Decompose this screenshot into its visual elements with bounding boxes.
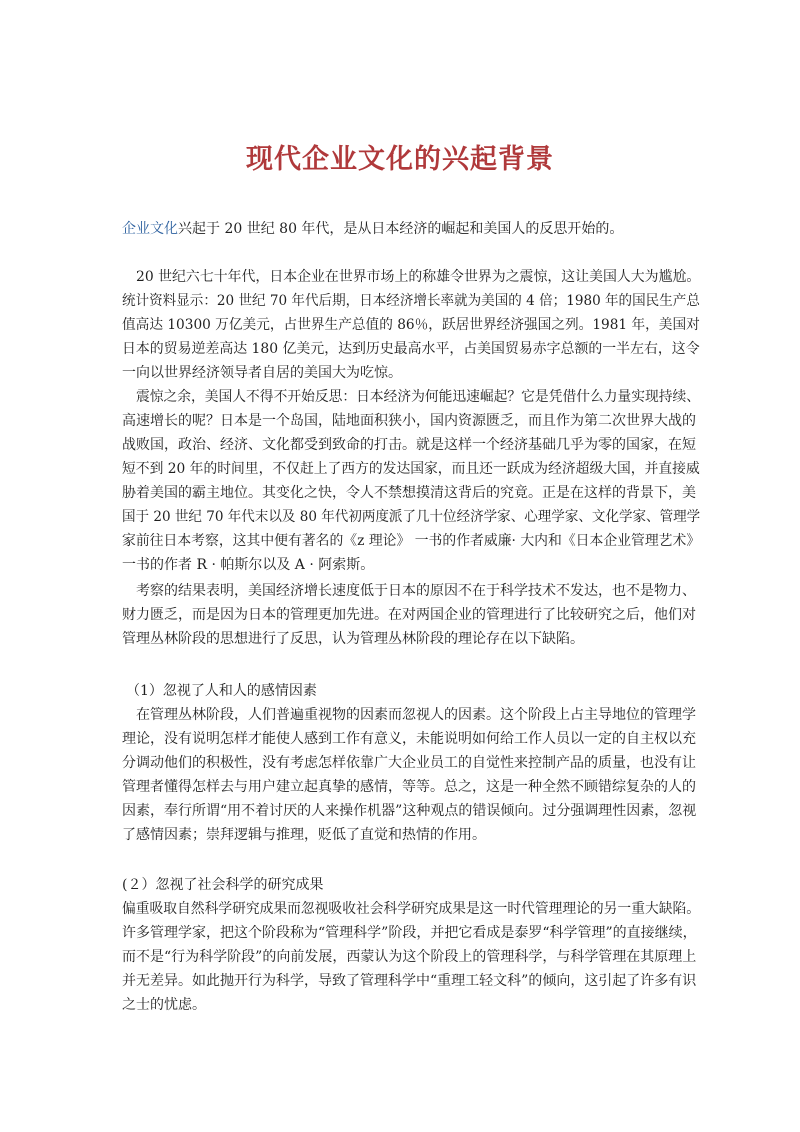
paragraph-1-line: 20 世纪六七十年代，日本企业在世界市场上的称雄令世界为之震惊，这让美国人大为尴尬。 <box>136 269 701 285</box>
paragraph-1-line: 日本的贸易逆差高达 180 亿美元，达到历史最高水平，占美国贸易赤字总额的一半左右，这令 <box>122 341 700 357</box>
paragraph-3-line: 考察的结果表明，美国经济增长速度低于日本的原因不在于科学技术不发达，也不是物力、 <box>136 583 696 599</box>
section-2-line: 许多管理学家，把这个阶段称为“管理科学”阶段，并把它看成是泰罗“科学管理”的直接继续， <box>122 925 697 941</box>
paragraph-2-line: 一书的作者 R · 帕斯尔以及 A · 阿索斯。 <box>122 557 375 573</box>
paragraph-2-line: 高速增长的呢？日本是一个岛国，陆地面积狭小，国内资源匮乏，而且作为第二次世界大战的 <box>122 413 696 429</box>
section-1-line: 了感情因素；崇拜逻辑与推理，贬低了直觉和热情的作用。 <box>122 827 486 843</box>
paragraph-3-line: 管理丛林阶段的思想进行了反思，认为管理丛林阶段的理论存在以下缺陷。 <box>122 631 584 647</box>
paragraph-2-line: 国于 20 世纪 70 年代末以及 80 年代初两度派了几十位经济学家、心理学家、文化学家、管理学 <box>122 509 701 525</box>
section-1-heading: （1）忽视了人和人的感情因素 <box>126 683 317 699</box>
section-1-line: 分调动他们的积极性，没有考虑怎样依靠广大企业员工的自觉性来控制产品的质量，也没有让 <box>122 755 696 771</box>
section-1-line: 管理者懂得怎样去与用户建立起真挚的感情，等等。总之，这是一种全然不顾错综复杂的人的 <box>122 779 696 795</box>
section-1-line: 理论，没有说明怎样才能使人感到工作有意义，未能说明如何给工作人员以一定的自主权以充 <box>122 731 696 747</box>
section-2-line: 之士的忧虑。 <box>122 997 206 1013</box>
paragraph-2-line: 震惊之余，美国人不得不开始反思：日本经济为何能迅速崛起？它是凭借什么力量实现持续、 <box>136 389 701 405</box>
section-2-line: 而不是“行为科学阶段”的向前发展，西蒙认为这个阶段上的管理科学，与科学管理在其原理上 <box>122 949 697 965</box>
paragraph-1-line: 一向以世界经济领导者自居的美国大为吃惊。 <box>122 365 402 381</box>
section-2-line: 偏重吸取自然科学研究成果而忽视吸收社会科学研究成果是这一时代管理理论的另一重大缺陷。 <box>122 901 701 917</box>
paragraph-3-line: 财力匮乏，而是因为日本的管理更加先进。在对两国企业的管理进行了比较研究之后，他们对 <box>122 607 696 623</box>
paragraph-2-line: 家前往日本考察，这其中便有著名的《z 理论》 一书的作者威廉· 大内和《日本企业管理艺术》 <box>122 533 701 549</box>
section-2-heading: (２）忽视了社会科学的研究成果 <box>122 877 324 893</box>
paragraph-1-line: 统计资料显示：20 世纪 70 年代后期，日本经济增长率就为美国的 4 倍；1980 年的国民生产总 <box>122 293 700 309</box>
section-1-line: 在管理丛林阶段，人们普遍重视物的因素而忽视人的因素。这个阶段上占主导地位的管理学 <box>136 707 696 723</box>
section-1-line: 因素，奉行所谓“用不着讨厌的人来操作机器”这种观点的错误倾向。过分强调理性因素，忽视 <box>122 803 697 819</box>
enterprise-culture-link[interactable]: 企业文化 <box>122 221 178 237</box>
paragraph-2-line: 战败国，政治、经济、文化都受到致命的打击。就是这样一个经济基础几乎为零的国家，在短 <box>122 437 696 453</box>
paragraph-2-line: 胁着美国的霸主地位。其变化之快，令人不禁想摸清这背后的究竟。正是在这样的背景下，美 <box>122 485 696 501</box>
intro-text: 兴起于 20 世纪 80 年代，是从日本经济的崛起和美国人的反思开始的。 <box>178 221 624 237</box>
section-2-line: 并无差异。如此抛开行为科学，导致了管理科学中“重理工轻文科”的倾向，这引起了许多有识 <box>122 973 697 989</box>
page-title: 现代企业文化的兴起背景 <box>246 144 554 175</box>
paragraph-1-line: 值高达 10300 万亿美元，占世界生产总值的 86％，跃居世界经济强国之列。1981 年，美国对 <box>122 317 700 333</box>
intro-line <box>122 218 623 240</box>
paragraph-2-line: 短不到 20 年的时间里，不仅赶上了西方的发达国家，而且还一跃成为经济超级大国，并直接威 <box>122 461 700 477</box>
